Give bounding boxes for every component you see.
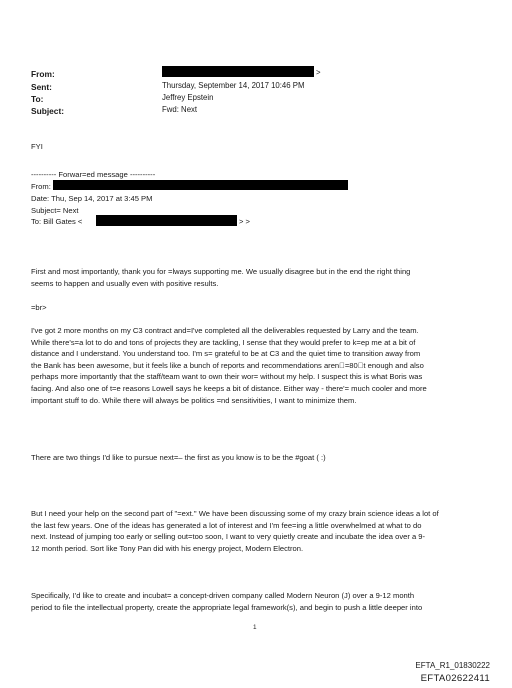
text-line: While there's=a lot to do and tons of projects they are tackling, I sense that they would prefer to k=ep me at a bit of: [31, 337, 416, 347]
fwd-subject: Subject= Next: [31, 206, 79, 215]
to-value: Jeffrey Epstein: [162, 93, 214, 102]
text-line: =br>: [31, 303, 47, 312]
sent-value: Thursday, September 14, 2017 10:46 PM: [162, 81, 305, 90]
text-line: 12 month period. Sort like Tony Pan did with his energy project, Modern Electron.: [31, 543, 304, 553]
text-line: First and most importantly, thank you for =lways supporting me. We usually disagree but in the end the right thing: [31, 267, 411, 276]
from-suffix: >: [316, 68, 321, 77]
fwd-to-prefix: To: Bill Gates <: [31, 217, 83, 226]
text-line: There are two things I'd like to pursue next=– the first as you know is to be the #goat ( :): [31, 453, 326, 462]
forwarded-divider: ---------- Forwar=ed message ----------: [31, 170, 156, 179]
text-line: next. Instead of jumping too early or selling out=too soon, I want to very quietly create and incubate the idea over a 9-: [31, 532, 426, 542]
text-line: seems to happen and usually even with positive results.: [31, 278, 219, 288]
redaction-bar: [96, 215, 237, 226]
paragraph-thanks: [31, 266, 486, 289]
fwd-to-suffix: > >: [239, 217, 250, 226]
text-line: period to file the intellectual property, create the appropriate legal framework(s), and begin to push a little deeper into: [31, 602, 423, 612]
text-line: I've got 2 more months on my C3 contract and=I've completed all the deliverables requested by Larry and the team.: [31, 326, 419, 335]
text-line: the Bank has been awesome, but it feels like a bunch of reports and recommendations aren =80 t enough and also: [31, 360, 424, 370]
text-line: important stuff to do. While there will always be politics =nd sensitivities, I want to minimize them.: [31, 395, 357, 405]
paragraph-help-request: [31, 508, 486, 554]
redaction-bar: [162, 66, 314, 77]
paragraph-c3-contract: [31, 325, 486, 406]
text-line: perhaps more importantly that the staff/team want to own their wor= without my help. I suspect this is what Boris was: [31, 372, 423, 382]
fwd-from-label: From:: [31, 182, 51, 191]
subject-value: Fwd: Next: [162, 105, 198, 114]
from-label: From:: [31, 69, 55, 79]
fwd-date: Date: Thu, Sep 14, 2017 at 3:45 PM: [31, 194, 153, 203]
efta-id-large: EFTA02622411: [420, 673, 490, 684]
fyi-text: FYI: [31, 142, 43, 151]
redaction-bar: [53, 180, 348, 190]
paragraph-modern-neuron: [31, 590, 486, 613]
to-label: To:: [31, 94, 44, 104]
sent-label: Sent:: [31, 82, 52, 92]
text-line: distance and I understand. You understand too. I'm s= grateful to be at C3 and the quiet time to transition away from: [31, 349, 421, 359]
efta-id-small: EFTA_R1_01830222: [415, 661, 490, 670]
text-line: facing. And also one of t=e reasons Lowell says he keeps a bit of distance. Either way - there'= much cooler and more: [31, 383, 427, 393]
paragraph-two-things: [31, 452, 486, 464]
page-number: 1: [253, 624, 257, 631]
subject-label: Subject:: [31, 106, 65, 116]
text-line: But I need your help on the second part of "=ext." We have been discussing some of my crazy brain science ideas a lot of: [31, 509, 439, 518]
br-artifact: [31, 302, 486, 314]
text-line: the last few years. One of the ideas has generated a lot of interest and I'm fee=ing a little overwhelmed at what to do: [31, 520, 422, 530]
text-line: Specifically, I'd like to create and incubat= a concept-driven company called Modern Neuron (J) over a 9-12 month: [31, 591, 415, 600]
